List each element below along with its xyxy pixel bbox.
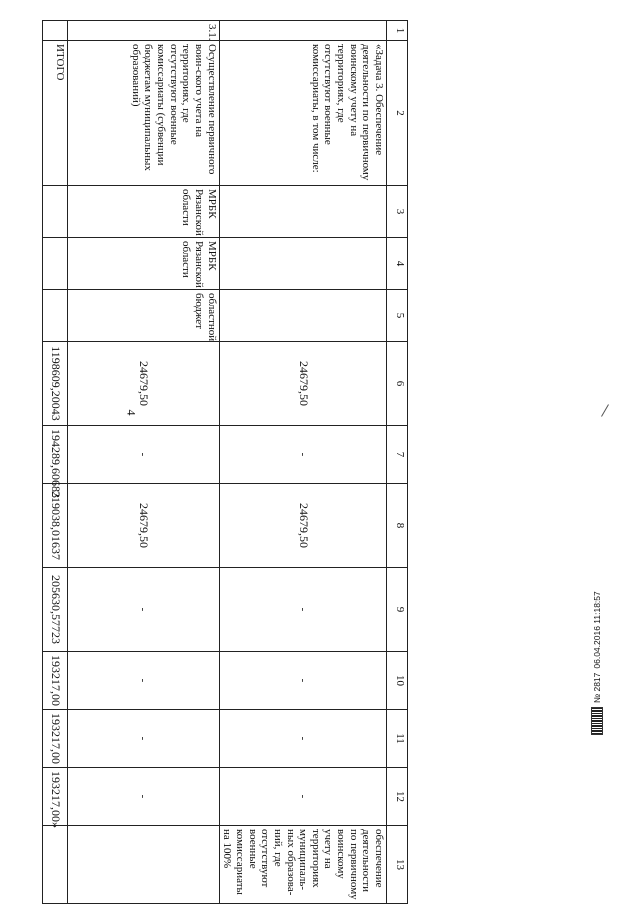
header-cell: 12 xyxy=(387,768,408,826)
page-number: 4 xyxy=(124,409,139,416)
cell-value: - xyxy=(219,768,386,826)
barcode-icon xyxy=(591,707,603,735)
task-description: «Задача 3. Обеспечение деятельности по первичному воинскому учету на территориях, где отсутствуют военные комиссариаты, в том числе: xyxy=(219,41,386,186)
cell-value: - xyxy=(67,768,219,826)
header-cell: 10 xyxy=(387,652,408,710)
cell-executor xyxy=(219,186,386,238)
header-row xyxy=(387,21,408,904)
cell-value: 205630,57723 xyxy=(42,568,67,652)
cell-value: 24679,50 xyxy=(219,484,386,568)
header-cell: 5 xyxy=(387,290,408,342)
cell-value: 219038,01637 xyxy=(42,484,67,568)
cell-value: - xyxy=(219,426,386,484)
program-table-container xyxy=(48,20,408,903)
task-description: Осуществление первичного воин-ского учета на территориях, где отсутствуют военные комиссариаты (субвенции бюджетам муниципальных образований) xyxy=(67,41,219,186)
table-row xyxy=(219,21,386,904)
cell-coordinator: МРБК Рязанской области xyxy=(67,238,219,290)
expected-result xyxy=(42,826,67,904)
cell-total: 1198609,20043 xyxy=(42,342,67,426)
cell-total: 24679,50 xyxy=(219,342,386,426)
header-cell: 13 xyxy=(387,826,408,904)
pen-mark xyxy=(601,404,609,417)
table-row xyxy=(67,21,219,904)
cell-executor: МРБК Рязанской области xyxy=(67,186,219,238)
header-cell: 1 xyxy=(387,21,408,41)
cell-value: 193217,00» xyxy=(42,768,67,826)
expected-result: обеспечение деятельности по первичному воинскому учету на территориях муниципаль-ных образова-ний, где отсутствуют военные комиссариаты на 100% xyxy=(219,826,386,904)
table-row-total xyxy=(42,21,67,904)
cell-value: 193217,00 xyxy=(42,652,67,710)
cell-funding-source xyxy=(219,290,386,342)
cell-value: 193217,00 xyxy=(42,710,67,768)
cell-value: - xyxy=(219,710,386,768)
header-cell: 6 xyxy=(387,342,408,426)
cell-executor xyxy=(42,186,67,238)
row-number: 3.1. xyxy=(67,21,219,41)
cell-funding-source xyxy=(42,290,67,342)
header-cell: 7 xyxy=(387,426,408,484)
stamp-number: № 2817 xyxy=(592,672,602,703)
cell-value: 194289,60683 xyxy=(42,426,67,484)
cell-value: - xyxy=(219,652,386,710)
cell-value: 24679,50 xyxy=(67,484,219,568)
program-table xyxy=(48,20,408,903)
cell-value: - xyxy=(67,426,219,484)
total-label: ИТОГО xyxy=(42,41,67,186)
cell-value: - xyxy=(67,652,219,710)
row-number xyxy=(219,21,386,41)
header-cell: 11 xyxy=(387,710,408,768)
cell-funding-source: областной бюджет xyxy=(67,290,219,342)
expected-result xyxy=(67,826,219,904)
cell-value: - xyxy=(67,568,219,652)
row-number xyxy=(42,21,67,41)
header-cell: 9 xyxy=(387,568,408,652)
cell-coordinator xyxy=(42,238,67,290)
cell-value: - xyxy=(219,568,386,652)
cell-total: 24679,50 xyxy=(67,342,219,426)
header-cell: 4 xyxy=(387,238,408,290)
stamp-datetime: 06.04.2016 11:18:57 xyxy=(592,591,602,669)
header-cell: 8 xyxy=(387,484,408,568)
registration-stamp xyxy=(590,565,604,735)
cell-value: - xyxy=(67,710,219,768)
header-cell: 3 xyxy=(387,186,408,238)
cell-coordinator xyxy=(219,238,386,290)
header-cell: 2 xyxy=(387,41,408,186)
